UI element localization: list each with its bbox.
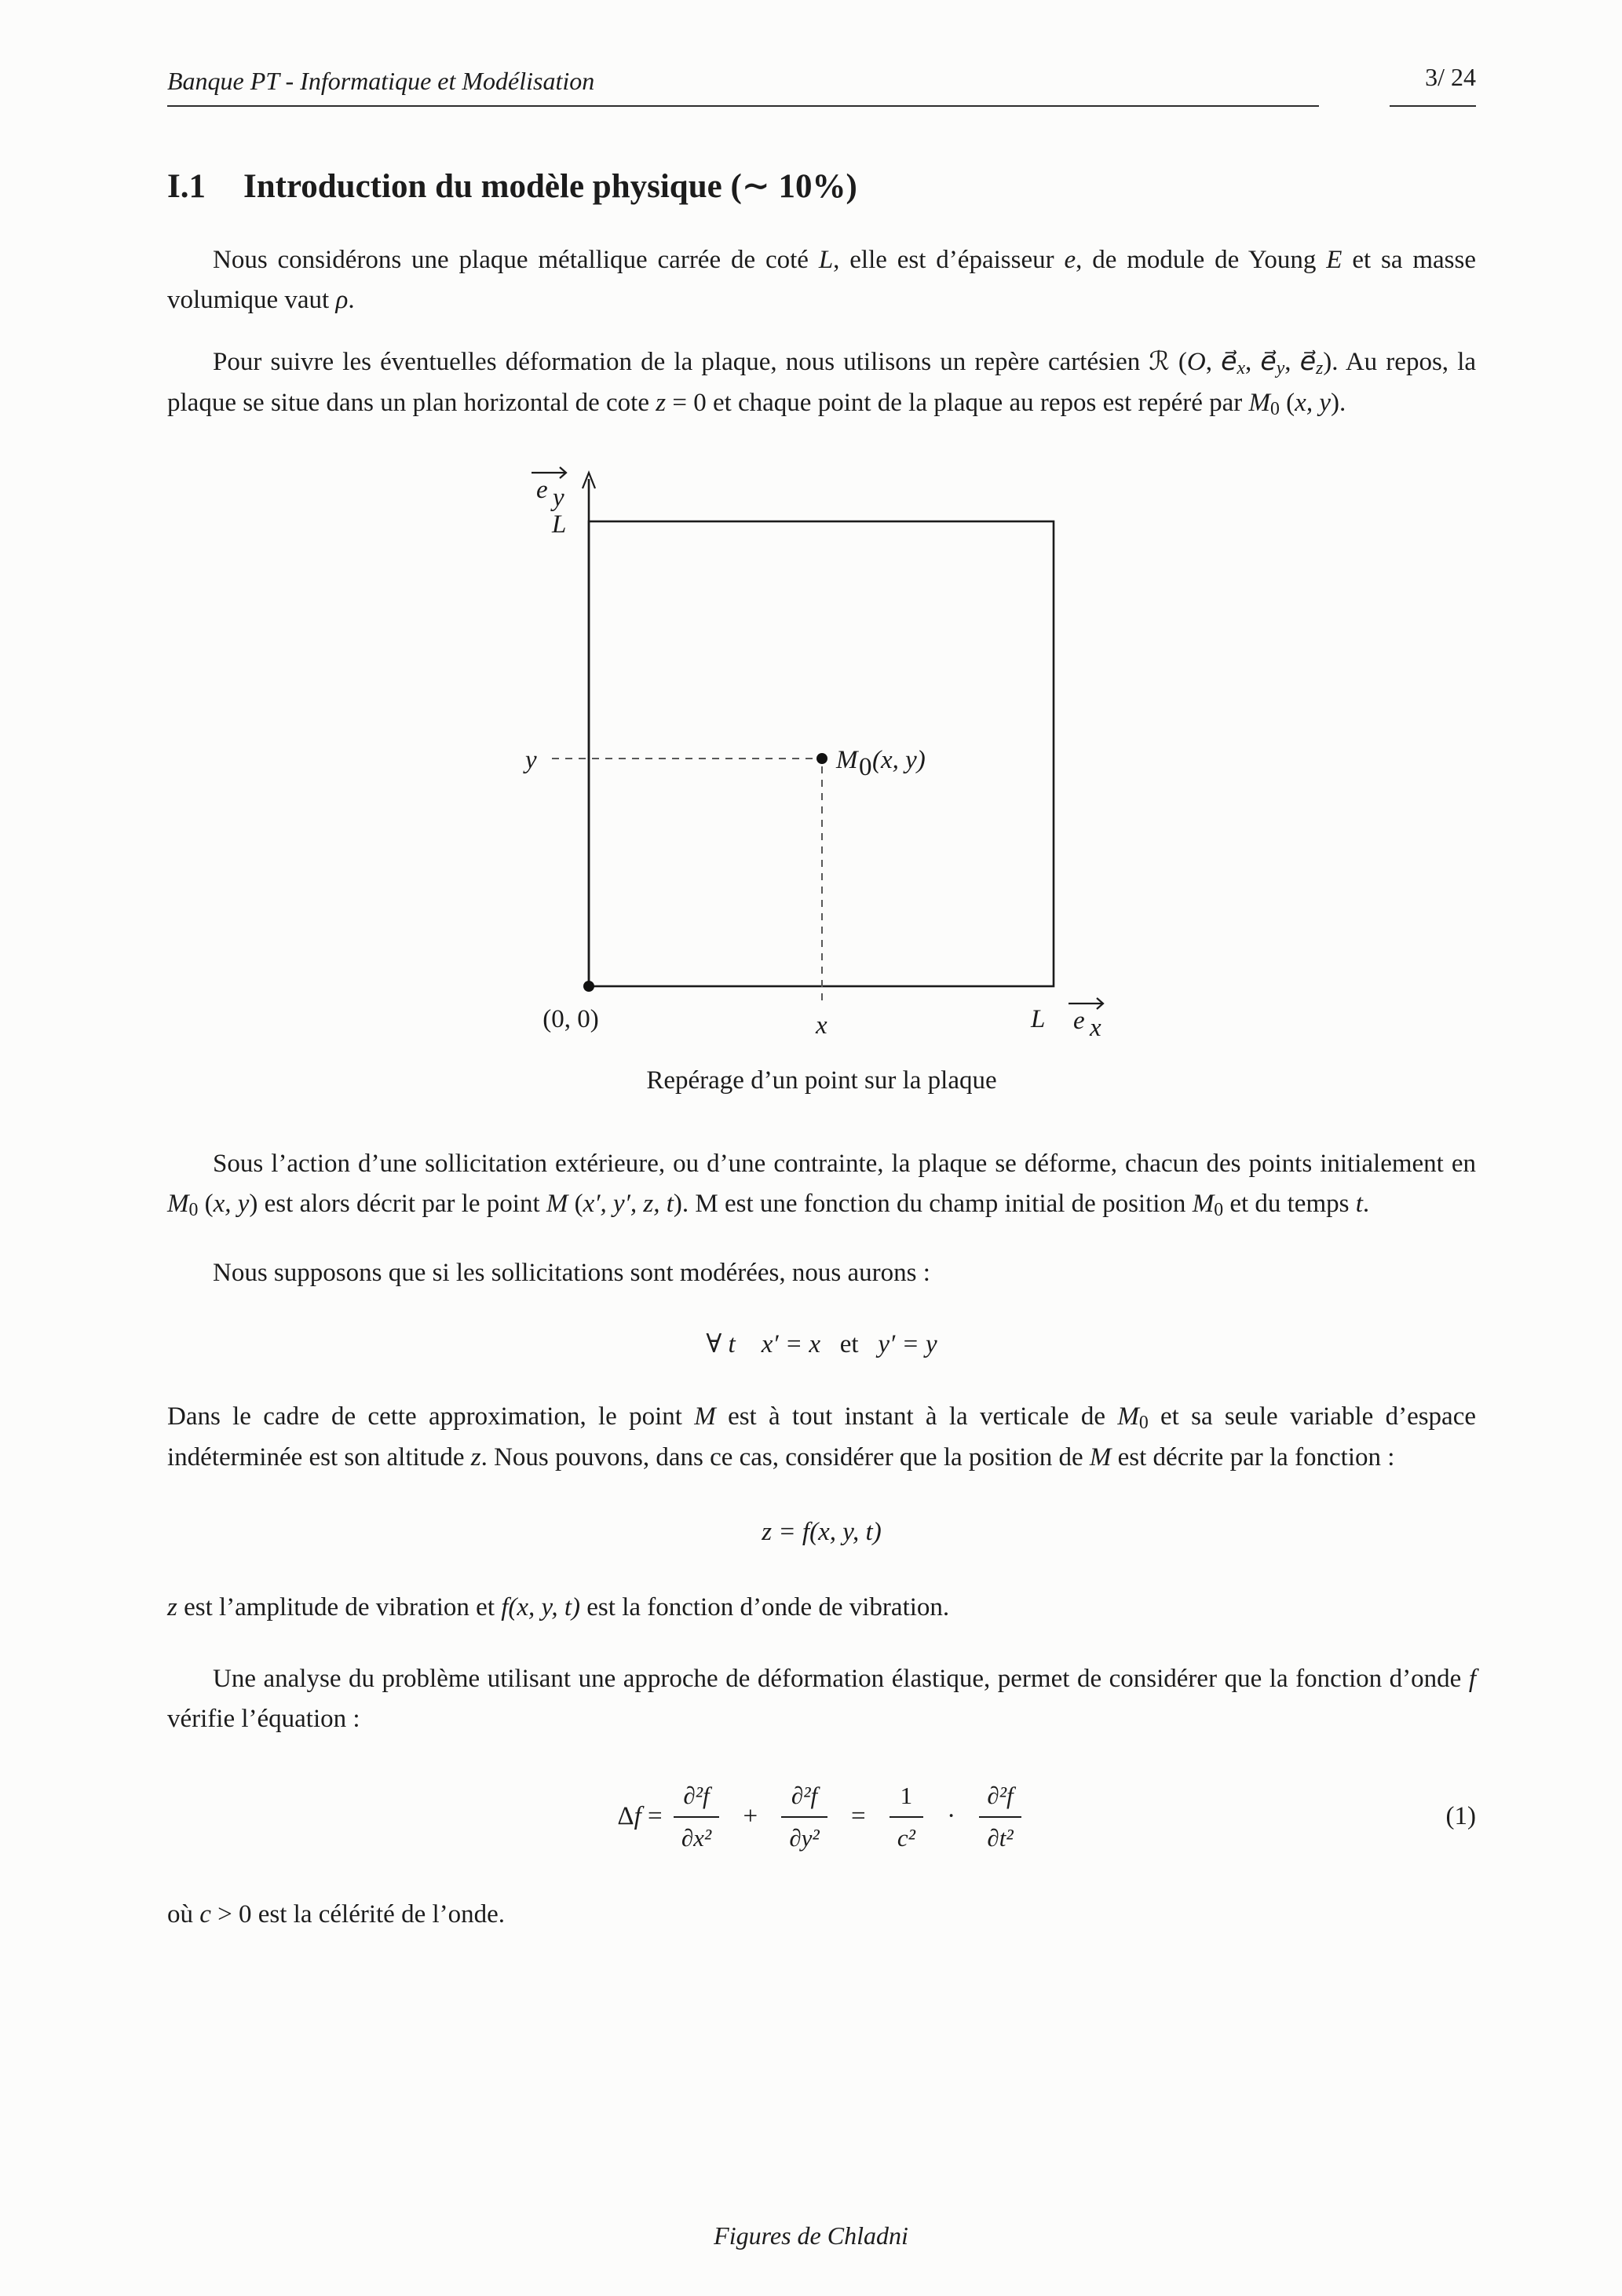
section-title: Introduction du modèle physique (∼ 10%) — [243, 168, 857, 205]
origin-point — [583, 981, 594, 992]
fraction-denominator: ∂y² — [789, 1824, 820, 1852]
m0-label: M — [835, 745, 857, 774]
fraction-1-c2 — [890, 1779, 923, 1856]
equation-constraint: ∀ t x′ = x et y′ = y — [706, 1330, 937, 1359]
wave-equation-body — [617, 1781, 1025, 1852]
ex-axis-label-sub: x — [1089, 1013, 1101, 1041]
fraction-numerator: ∂²f — [979, 1779, 1021, 1819]
plate-side-label-top: L — [551, 510, 566, 539]
fraction-numerator: ∂²f — [674, 1779, 719, 1819]
ey-axis-label: e — [535, 475, 548, 504]
fraction-denominator: c² — [897, 1824, 915, 1852]
dot-operator: · — [947, 1802, 956, 1831]
m0-label-sub: 0 — [858, 752, 871, 781]
page-number: 3/ 24 — [1390, 63, 1476, 107]
figure-plate-diagram — [167, 460, 1476, 1041]
paragraph-amplitude: z est l’amplitude de vibration et f(x, y, t) est la fonction d’onde de vibration. — [167, 1593, 950, 1622]
ey-axis-label-sub: y — [552, 483, 564, 512]
paragraph-elastic-analysis: Une analyse du problème utilisant une approche de déformation élastique, permet de considérer que la fonction d’onde f vérifie l’équation : — [167, 1665, 1476, 1734]
header-title: Banque PT - Informatique et Modélisation — [167, 67, 1319, 107]
wave-equation-lhs: Δf = — [617, 1802, 663, 1831]
figure-caption: Repérage d’un point sur la plaque — [646, 1066, 997, 1095]
fraction-numerator: 1 — [890, 1779, 923, 1819]
section-number: I.1 — [167, 168, 206, 205]
paragraph-plate-description: Nous considérons une plaque métallique carrée de coté L, elle est d’épaisseur e, de module de Young E et sa masse volumique vaut ρ. — [167, 245, 1477, 314]
m0-label-coords: (x, y) — [871, 745, 926, 774]
paragraph-celerity: où c > 0 est la célérité de l’onde. — [167, 1900, 506, 1929]
origin-label: (0, 0) — [542, 1004, 599, 1033]
point-m0 — [816, 753, 827, 764]
fraction-denominator: ∂x² — [681, 1824, 712, 1852]
ex-axis-label: e — [1072, 1006, 1085, 1035]
plate-diagram-svg — [508, 460, 1136, 1041]
fraction-numerator: ∂²f — [781, 1779, 827, 1819]
x-coordinate-label: x — [815, 1011, 827, 1040]
fraction-d2f-dt2 — [979, 1779, 1021, 1856]
page-header — [167, 0, 1476, 107]
equals-operator: = — [850, 1802, 866, 1831]
equation-wave-pde — [167, 1779, 1476, 1856]
plus-operator: + — [743, 1802, 758, 1831]
plate-side-label-bottom: L — [1030, 1004, 1045, 1033]
paragraph-moderate-solicitations: Nous supposons que si les sollicitations sont modérées, nous aurons : — [213, 1259, 930, 1288]
paragraph-reference-frame: Pour suivre les éventuelles déformation de la plaque, nous utilisons un repère cartésien ℛ (O, e⃗x, e⃗y, e⃗z). Au repos, la plaque se situe dans un plan horizontal de cote z = 0 et chaque point de la plaque au repos est repéré par M0 (x, y). — [167, 345, 1477, 420]
section-heading — [167, 166, 1476, 207]
paragraph-deformation: Sous l’action d’une sollicitation extérieure, ou d’une contrainte, la plaque se déforme, chacun des points initialement en M0 (x, y) est alors décrit par le point M (x′, y′, z, t). M est une fonction du champ initial de position M0 et du temps t. — [167, 1149, 1476, 1221]
fraction-d2f-dx2 — [674, 1779, 719, 1856]
equation-number: (1) — [1445, 1802, 1476, 1831]
page-footer: Figures de Chladni — [714, 2221, 908, 2250]
paragraph-vertical-approximation: Dans le cadre de cette approximation, le point M est à tout instant à la verticale de M0 et sa seule variable d’espace indéterminée est son altitude z. Nous pouvons, dans ce cas, considérer que la position de M est décrite par la fonction : — [167, 1402, 1476, 1472]
fraction-d2f-dy2 — [781, 1779, 827, 1856]
y-coordinate-label: y — [524, 745, 537, 774]
equation-wavefunction: z = f(x, y, t) — [762, 1518, 882, 1547]
fraction-denominator: ∂t² — [987, 1824, 1014, 1852]
